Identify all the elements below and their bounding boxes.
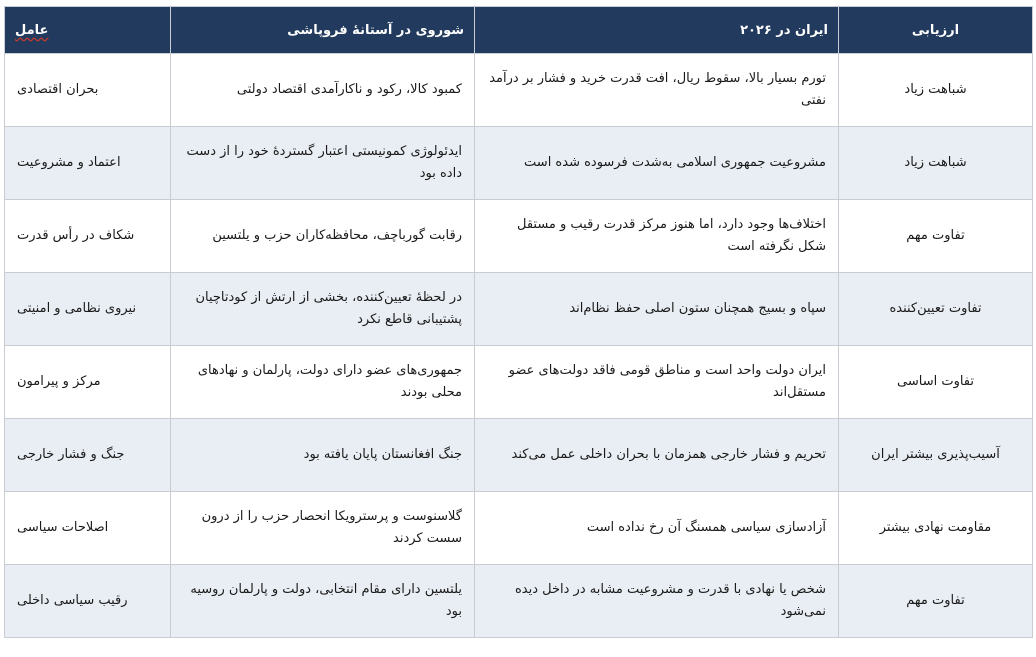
cell-factor: جنگ و فشار خارجی	[5, 419, 171, 492]
cell-soviet: رقابت گورباچف، محافظه‌کاران حزب و یلتسین	[171, 200, 475, 273]
cell-soviet: گلاسنوست و پرسترویکا انحصار حزب را از درون سست کردند	[171, 492, 475, 565]
comparison-table	[4, 6, 1033, 638]
cell-iran: تحریم و فشار خارجی همزمان با بحران داخلی عمل می‌کند	[475, 419, 839, 492]
cell-soviet: ایدئولوژی کمونیستی اعتبار گستردهٔ خود را از دست داده بود	[171, 127, 475, 200]
cell-assessment: تفاوت مهم	[839, 565, 1033, 638]
cell-iran: سپاه و بسیج همچنان ستون اصلی حفظ نظام‌اند	[475, 273, 839, 346]
cell-assessment: تفاوت مهم	[839, 200, 1033, 273]
cell-assessment: شباهت زیاد	[839, 127, 1033, 200]
header-iran: ایران در ۲۰۲۶	[475, 7, 839, 54]
cell-iran: ایران دولت واحد است و مناطق قومی فاقد دولت‌های عضو مستقل‌اند	[475, 346, 839, 419]
header-soviet: شوروی در آستانهٔ فروپاشی	[171, 7, 475, 54]
cell-soviet: کمبود کالا، رکود و ناکارآمدی اقتصاد دولتی	[171, 54, 475, 127]
table-row	[5, 127, 1033, 200]
cell-iran: تورم بسیار بالا، سقوط ریال، افت قدرت خرید و فشار بر درآمد نفتی	[475, 54, 839, 127]
table-row	[5, 200, 1033, 273]
cell-factor: رقیب سیاسی داخلی	[5, 565, 171, 638]
comparison-table-container	[4, 6, 1032, 638]
cell-factor: مرکز و پیرامون	[5, 346, 171, 419]
cell-iran: آزادسازی سیاسی همسنگ آن رخ نداده است	[475, 492, 839, 565]
table-row	[5, 492, 1033, 565]
cell-factor: شکاف در رأس قدرت	[5, 200, 171, 273]
cell-iran: اختلاف‌ها وجود دارد، اما هنوز مرکز قدرت رقیب و مستقل شکل نگرفته است	[475, 200, 839, 273]
table-row	[5, 54, 1033, 127]
cell-factor: اصلاحات سیاسی	[5, 492, 171, 565]
table-header-row	[5, 7, 1033, 54]
header-assessment: ارزیابی	[839, 7, 1033, 54]
cell-soviet: جمهوری‌های عضو دارای دولت، پارلمان و نهادهای محلی بودند	[171, 346, 475, 419]
cell-factor: نیروی نظامی و امنیتی	[5, 273, 171, 346]
header-factor: عامل	[5, 7, 171, 54]
cell-iran: مشروعیت جمهوری اسلامی به‌شدت فرسوده شده است	[475, 127, 839, 200]
cell-soviet: جنگ افغانستان پایان یافته بود	[171, 419, 475, 492]
cell-soviet: در لحظهٔ تعیین‌کننده، بخشی از ارتش از کودتاچیان پشتیبانی قاطع نکرد	[171, 273, 475, 346]
table-row	[5, 419, 1033, 492]
cell-assessment: مقاومت نهادی بیشتر	[839, 492, 1033, 565]
cell-factor: بحران اقتصادی	[5, 54, 171, 127]
table-row	[5, 346, 1033, 419]
cell-assessment: تفاوت اساسی	[839, 346, 1033, 419]
cell-factor: اعتماد و مشروعیت	[5, 127, 171, 200]
cell-assessment: شباهت زیاد	[839, 54, 1033, 127]
cell-assessment: تفاوت تعیین‌کننده	[839, 273, 1033, 346]
cell-assessment: آسیب‌پذیری بیشتر ایران	[839, 419, 1033, 492]
table-row	[5, 565, 1033, 638]
table-row	[5, 273, 1033, 346]
cell-iran: شخص یا نهادی با قدرت و مشروعیت مشابه در داخل دیده نمی‌شود	[475, 565, 839, 638]
cell-soviet: یلتسین دارای مقام انتخابی، دولت و پارلمان روسیه بود	[171, 565, 475, 638]
